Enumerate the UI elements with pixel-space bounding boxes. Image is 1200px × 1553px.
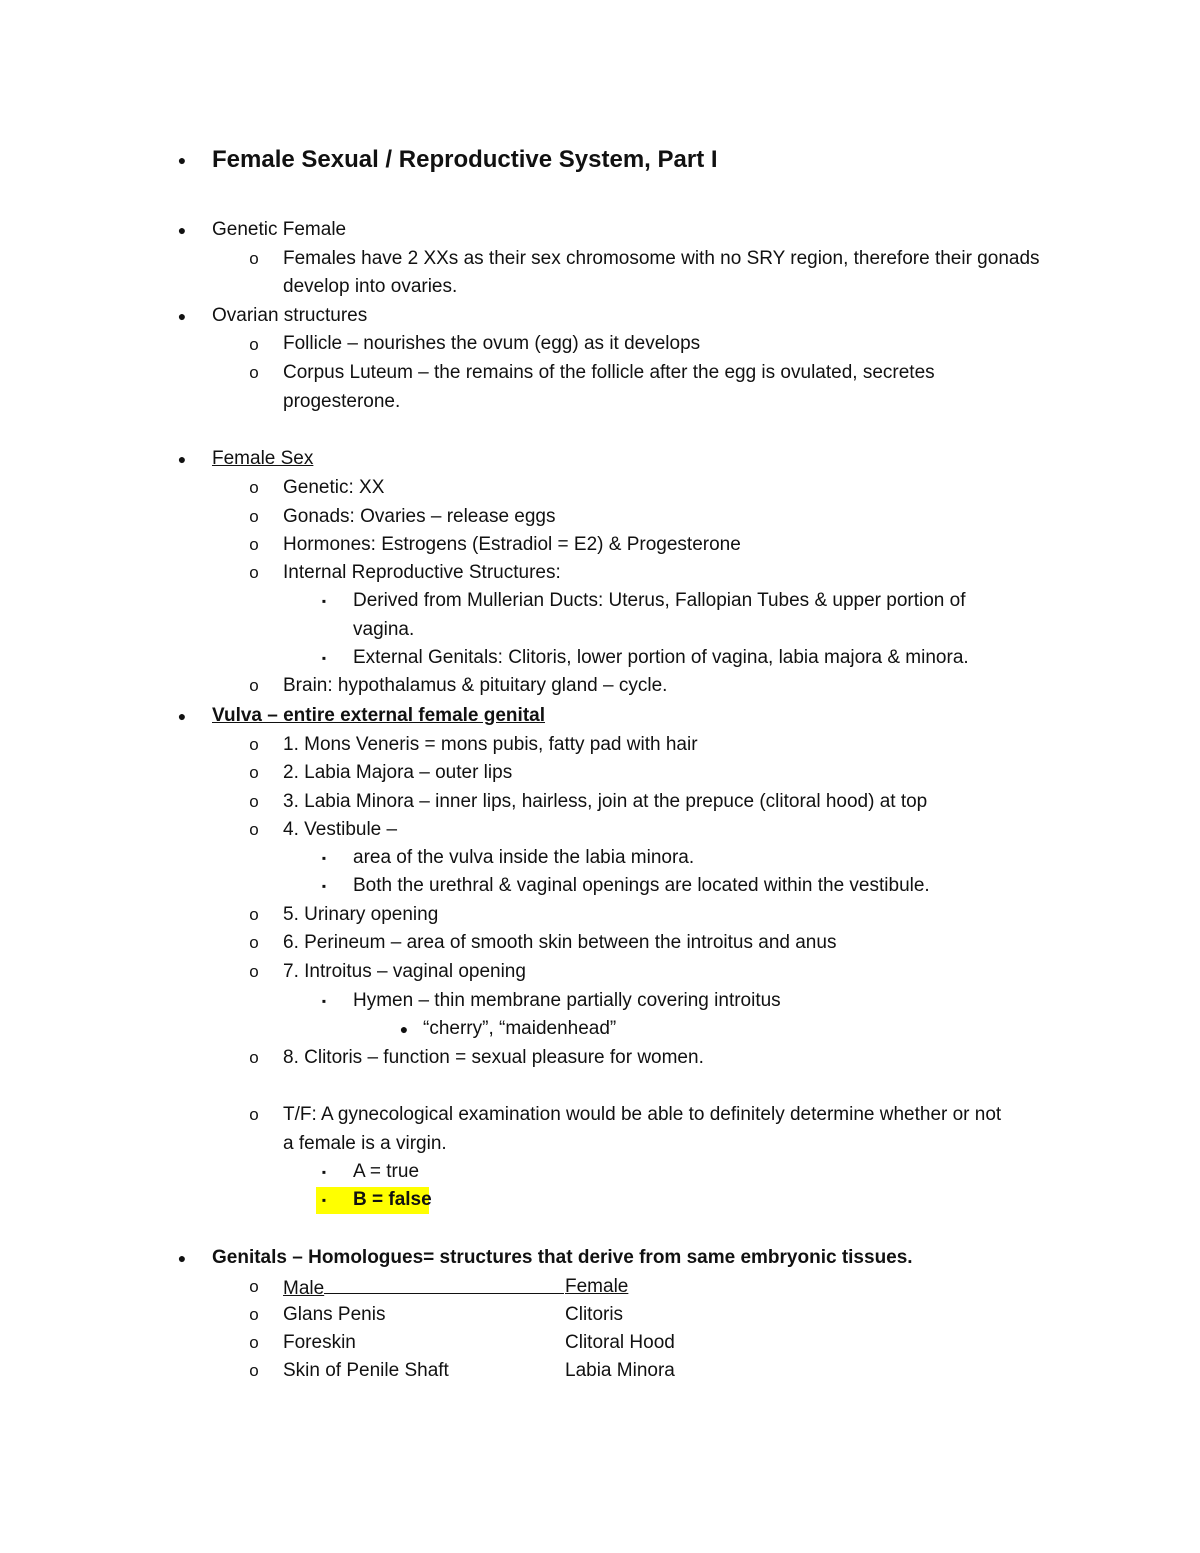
heading-vulva: Vulva – entire external female genital bbox=[212, 705, 545, 726]
bullet-circle: o bbox=[249, 1305, 259, 1324]
hormones-text: Hormones: Estrogens (Estradiol = E2) & Progesterone bbox=[283, 534, 741, 555]
bullet-square: ▪ bbox=[321, 651, 327, 665]
page-title: Female Sexual / Reproductive System, Part I bbox=[212, 146, 718, 173]
bullet-circle: o bbox=[249, 905, 259, 924]
bullet-disc: ● bbox=[399, 1021, 409, 1037]
heading-homologues: Genitals – Homologues= structures that derive from same embryonic tissues. bbox=[212, 1247, 913, 1268]
homologue-female: Labia Minora bbox=[565, 1360, 675, 1381]
column-header-female: Female bbox=[565, 1276, 629, 1297]
bullet-square: ▪ bbox=[321, 594, 327, 608]
bullet-circle: o bbox=[249, 563, 259, 582]
bullet-circle: o bbox=[249, 1048, 259, 1067]
bullet-circle: o bbox=[249, 249, 259, 268]
hymen-text: Hymen – thin membrane partially covering introitus bbox=[353, 990, 781, 1011]
clitoris-text: 8. Clitoris – function = sexual pleasure for women. bbox=[283, 1047, 704, 1068]
homologue-female: Clitoris bbox=[565, 1304, 624, 1325]
vestibule-area-text: area of the vulva inside the labia minora. bbox=[353, 847, 695, 868]
bullet-disc: ● bbox=[177, 1250, 187, 1266]
introitus-text: 7. Introitus – vaginal opening bbox=[283, 961, 526, 982]
labia-minora-text: 3. Labia Minora – inner lips, hairless, join at the prepuce (clitoral hood) at top bbox=[283, 791, 928, 812]
true-false-question-cont: a female is a virgin. bbox=[283, 1133, 447, 1154]
bullet-circle: o bbox=[249, 933, 259, 952]
bullet-circle: o bbox=[249, 1277, 259, 1296]
follicle-text: Follicle – nourishes the ovum (egg) as it develops bbox=[283, 333, 701, 354]
mullerian-text: Derived from Mullerian Ducts: Uterus, Fallopian Tubes & upper portion of bbox=[353, 590, 966, 611]
corpus-luteum-text-cont: progesterone. bbox=[283, 391, 401, 412]
column-header-male bbox=[283, 1273, 565, 1303]
perineum-text: 6. Perineum – area of smooth skin between the introitus and anus bbox=[283, 932, 837, 953]
bullet-circle: o bbox=[249, 1361, 259, 1380]
option-b-answer: B = false bbox=[353, 1189, 432, 1210]
bullet-disc: ● bbox=[177, 152, 187, 168]
bullet-square: ▪ bbox=[321, 1165, 327, 1179]
vestibule-openings-text: Both the urethral & vaginal openings are located within the vestibule. bbox=[353, 875, 930, 896]
genetic-female-text-cont: develop into ovaries. bbox=[283, 276, 458, 297]
bullet-circle: o bbox=[249, 820, 259, 839]
urinary-opening-text: 5. Urinary opening bbox=[283, 904, 439, 925]
bullet-circle: o bbox=[249, 363, 259, 382]
heading-female-sex: Female Sex bbox=[212, 448, 314, 469]
mons-veneris-text: 1. Mons Veneris = mons pubis, fatty pad with hair bbox=[283, 734, 698, 755]
bullet-circle: o bbox=[249, 1333, 259, 1352]
bullet-disc: ● bbox=[177, 308, 187, 324]
bullet-square: ▪ bbox=[321, 1193, 327, 1207]
bullet-disc: ● bbox=[177, 451, 187, 467]
bullet-disc: ● bbox=[177, 222, 187, 238]
bullet-circle: o bbox=[249, 478, 259, 497]
vestibule-text: 4. Vestibule – bbox=[283, 819, 398, 840]
internal-structures-text: Internal Reproductive Structures: bbox=[283, 562, 561, 583]
external-genitals-text: External Genitals: Clitoris, lower portion of vagina, labia majora & minora. bbox=[353, 647, 969, 668]
heading-ovarian-structures: Ovarian structures bbox=[212, 305, 368, 326]
option-a-text: A = true bbox=[353, 1161, 420, 1182]
homologue-female: Clitoral Hood bbox=[565, 1332, 675, 1353]
bullet-circle: o bbox=[249, 1105, 259, 1124]
homologue-male: Foreskin bbox=[283, 1332, 356, 1353]
hymen-names-text: “cherry”, “maidenhead” bbox=[423, 1018, 617, 1039]
bullet-circle: o bbox=[249, 676, 259, 695]
heading-genetic-female: Genetic Female bbox=[212, 219, 347, 240]
mullerian-text-cont: vagina. bbox=[353, 619, 415, 640]
bullet-circle: o bbox=[249, 507, 259, 526]
bullet-circle: o bbox=[249, 962, 259, 981]
bullet-circle: o bbox=[249, 335, 259, 354]
bullet-square: ▪ bbox=[321, 879, 327, 893]
bullet-square: ▪ bbox=[321, 851, 327, 865]
labia-majora-text: 2. Labia Majora – outer lips bbox=[283, 762, 513, 783]
bullet-square: ▪ bbox=[321, 994, 327, 1008]
homologue-male: Skin of Penile Shaft bbox=[283, 1360, 449, 1381]
bullet-circle: o bbox=[249, 535, 259, 554]
bullet-circle: o bbox=[249, 763, 259, 782]
column-header-male-label: Male bbox=[283, 1278, 325, 1299]
genetic-xx-text: Genetic: XX bbox=[283, 477, 385, 498]
genetic-female-text: Females have 2 XXs as their sex chromosome with no SRY region, therefore their gonads bbox=[283, 248, 1040, 269]
homologue-male: Glans Penis bbox=[283, 1304, 386, 1325]
bullet-circle: o bbox=[249, 792, 259, 811]
bullet-circle: o bbox=[249, 735, 259, 754]
gonads-text: Gonads: Ovaries – release eggs bbox=[283, 506, 556, 527]
corpus-luteum-text: Corpus Luteum – the remains of the follicle after the egg is ovulated, secretes bbox=[283, 362, 935, 383]
true-false-question: T/F: A gynecological examination would be able to definitely determine whether or not bbox=[283, 1104, 1002, 1125]
brain-text: Brain: hypothalamus & pituitary gland – cycle. bbox=[283, 675, 668, 696]
bullet-disc: ● bbox=[177, 708, 187, 724]
